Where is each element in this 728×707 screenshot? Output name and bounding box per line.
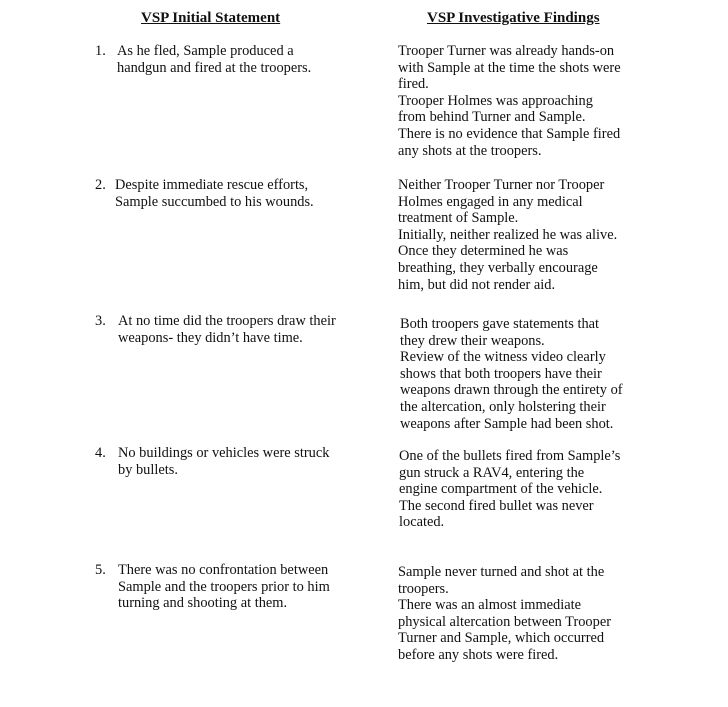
finding-line: Holmes engaged in any medical (398, 193, 583, 210)
finding-line: they drew their weapons. (400, 332, 545, 349)
finding-line: Initially, neither realized he was alive. (398, 226, 618, 243)
finding-line: from behind Turner and Sample. (398, 109, 586, 126)
finding-line: any shots at the troopers. (398, 142, 542, 159)
statement-line: weapons- they didn’t have time. (118, 329, 303, 346)
finding-line: the altercation, only holstering their (400, 398, 606, 415)
finding-line: Trooper Holmes was approaching (398, 92, 593, 109)
finding-line: Neither Trooper Turner nor Trooper (398, 177, 605, 193)
initial-statement (117, 43, 362, 76)
finding-line: weapons after Sample had been shot. (400, 415, 614, 432)
finding-line: There was an almost immediate (398, 597, 582, 614)
finding-line: engine compartment of the vehicle. (399, 481, 603, 498)
statement-line: No buildings or vehicles were struck (118, 445, 330, 461)
row-number: 1. (95, 43, 106, 59)
finding-line: The second fired bullet was never (399, 497, 594, 514)
finding-line: breathing, they verbally encourage (398, 259, 598, 276)
row-number: 5. (95, 562, 106, 578)
investigative-finding (398, 564, 633, 664)
row-number: 3. (95, 313, 106, 329)
finding-line: Trooper Turner was already hands-on (398, 43, 615, 59)
row-number: 4. (95, 445, 106, 461)
investigative-finding (398, 177, 633, 293)
statement-line: There was no confrontation between (118, 562, 329, 578)
investigative-finding (398, 43, 633, 159)
finding-line: with Sample at the time the shots were (398, 59, 621, 76)
finding-line: before any shots were fired. (398, 646, 559, 663)
finding-line: There is no evidence that Sample fired (398, 125, 621, 142)
statement-line: by bullets. (118, 461, 178, 478)
finding-line: physical altercation between Trooper (398, 613, 611, 630)
initial-statement (118, 313, 363, 346)
investigative-finding (400, 316, 635, 432)
finding-line: gun struck a RAV4, entering the (399, 464, 585, 481)
finding-line: located. (399, 514, 445, 531)
finding-line: shows that both troopers have their (400, 365, 602, 382)
statement-line: Despite immediate rescue efforts, (115, 177, 309, 193)
statement-line: Sample succumbed to his wounds. (115, 193, 314, 210)
row-number: 2. (95, 177, 106, 193)
finding-line: him, but did not render aid. (398, 276, 556, 293)
finding-line: Once they determined he was (398, 243, 569, 260)
statement-line: At no time did the troopers draw their (118, 313, 336, 329)
finding-line: Both troopers gave statements that (400, 316, 600, 332)
statement-line: handgun and fired at the troopers. (117, 59, 312, 76)
finding-line: fired. (398, 76, 429, 93)
finding-line: One of the bullets fired from Sample’s (399, 448, 621, 464)
statement-line: Sample and the troopers prior to him (118, 578, 330, 595)
investigative-finding (399, 448, 634, 531)
finding-line: Turner and Sample, which occurred (398, 630, 605, 647)
finding-line: Sample never turned and shot at the (398, 564, 605, 580)
initial-statement-header: VSP Initial Statement (141, 10, 281, 26)
statement-line: As he fled, Sample produced a (117, 43, 294, 59)
finding-line: treatment of Sample. (398, 210, 519, 227)
finding-line: weapons drawn through the entirety of (400, 382, 623, 399)
finding-line: troopers. (398, 580, 449, 597)
statement-line: turning and shooting at them. (118, 595, 288, 612)
initial-statement (115, 177, 360, 210)
finding-line: Review of the witness video clearly (400, 349, 606, 366)
initial-statement (118, 445, 363, 478)
investigative-findings-header: VSP Investigative Findings (427, 10, 600, 26)
initial-statement (118, 562, 363, 612)
